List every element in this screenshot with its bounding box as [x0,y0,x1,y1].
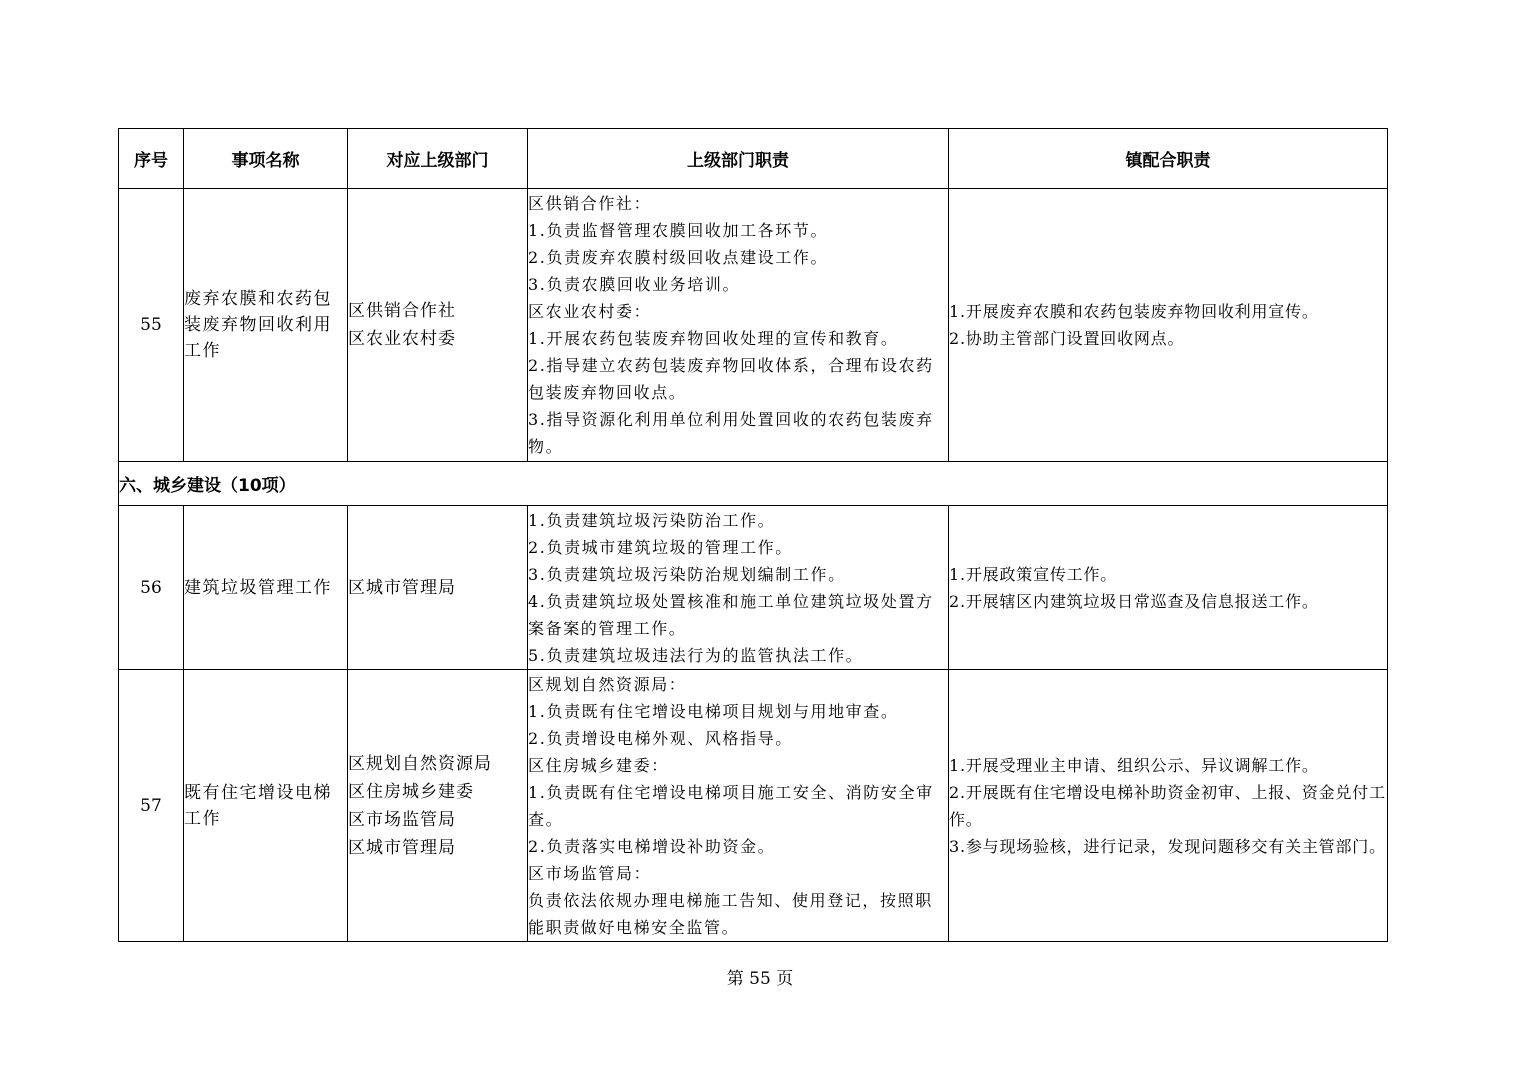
header-town-duty: 镇配合职责 [949,129,1388,189]
page-footer: 第 55 页 [726,969,794,989]
superior-dept [348,670,528,942]
table-row-55 [119,189,1388,462]
dept-line: 区市场监管局 [348,809,456,830]
duty-line: 2.指导建立农药包装废弃物回收体系，合理布设农药包装废弃物回收点。 [528,356,934,402]
duty-line: 区住房城乡建委： [528,755,669,775]
row-number: 56 [119,506,184,670]
duty-line: 区农业农村委： [528,302,652,321]
header-row [119,129,1388,189]
superior-dept [348,506,528,670]
item-name: 废弃农膜和农药包装废弃物回收利用工作 [184,189,348,462]
header-superior-duty: 上级部门职责 [528,129,949,189]
header-no: 序号 [119,129,184,189]
table-row-57 [119,670,1388,942]
duty-line: 1.开展农药包装废弃物回收处理的宣传和教育。 [528,329,899,348]
duty-line: 4.负责建筑垃圾处置核准和施工单位建筑垃圾处置方案备案的管理工作。 [528,591,934,638]
dept-line: 区城市管理局 [348,837,456,858]
table-row-56 [119,506,1388,670]
town-duty-line: 1.开展政策宣传工作。 [949,564,1118,584]
duty-line: 2.负责增设电梯外观、风格指导。 [528,728,793,748]
town-duty [949,670,1388,942]
town-duty-line: 2.开展既有住宅增设电梯补助资金初审、上报、资金兑付工作。 [949,782,1386,829]
duty-line: 1.负责既有住宅增设电梯项目施工安全、消防安全审查。 [528,782,934,829]
duty-line: 区供销合作社： [528,194,652,213]
superior-duty [528,506,949,670]
superior-dept [348,189,528,462]
dept-line: 区供销合作社 [348,301,456,321]
duty-line: 1.负责建筑垃圾污染防治工作。 [528,510,776,530]
duty-line: 区规划自然资源局： [528,674,687,694]
item-name: 既有住宅增设电梯工作 [184,670,348,942]
town-duty-line: 2.开展辖区内建筑垃圾日常巡查及信息报送工作。 [949,591,1319,611]
town-duty-line: 1.开展废弃农膜和农药包装废弃物回收利用宣传。 [949,302,1319,321]
row-number: 57 [119,670,184,942]
duty-line: 3.负责农膜回收业务培训。 [528,275,741,294]
header-superior-dept: 对应上级部门 [348,129,528,189]
dept-line: 区城市管理局 [348,577,456,598]
town-duty [949,506,1388,670]
item-name: 建筑垃圾管理工作 [184,506,348,670]
dept-line: 区农业农村委 [348,329,456,349]
town-duty [949,189,1388,462]
duty-line: 1.负责既有住宅增设电梯项目规划与用地审查。 [528,701,899,721]
duty-line: 3.指导资源化利用单位利用处置回收的农药包装废弃物。 [528,410,934,456]
dept-line: 区住房城乡建委 [348,781,474,802]
town-duty-line: 2.协助主管部门设置回收网点。 [949,329,1185,348]
town-duty-line: 3.参与现场验核，进行记录，发现问题移交有关主管部门。 [949,836,1386,856]
superior-duty [528,670,949,942]
section-title: 六、城乡建设（10项） [119,462,1388,506]
duty-line: 2.负责废弃农膜村级回收点建设工作。 [528,248,829,267]
section-row [119,462,1388,506]
dept-line: 区规划自然资源局 [348,753,492,774]
duty-line: 2.负责落实电梯增设补助资金。 [528,836,776,856]
town-duty-line: 1.开展受理业主申请、组织公示、异议调解工作。 [949,755,1319,775]
duty-line: 区市场监管局： [528,863,652,883]
row-number: 55 [119,189,184,462]
duty-line: 负责依法依规办理电梯施工告知、使用登记，按照职能职责做好电梯安全监管。 [528,890,933,937]
superior-duty [528,189,949,462]
duty-line: 3.负责建筑垃圾污染防治规划编制工作。 [528,564,846,584]
responsibility-table [118,128,1388,942]
duty-line: 2.负责城市建筑垃圾的管理工作。 [528,537,793,557]
duty-line: 5.负责建筑垃圾违法行为的监管执法工作。 [528,645,864,665]
duty-line: 1.负责监督管理农膜回收加工各环节。 [528,221,829,240]
header-item-name: 事项名称 [184,129,348,189]
